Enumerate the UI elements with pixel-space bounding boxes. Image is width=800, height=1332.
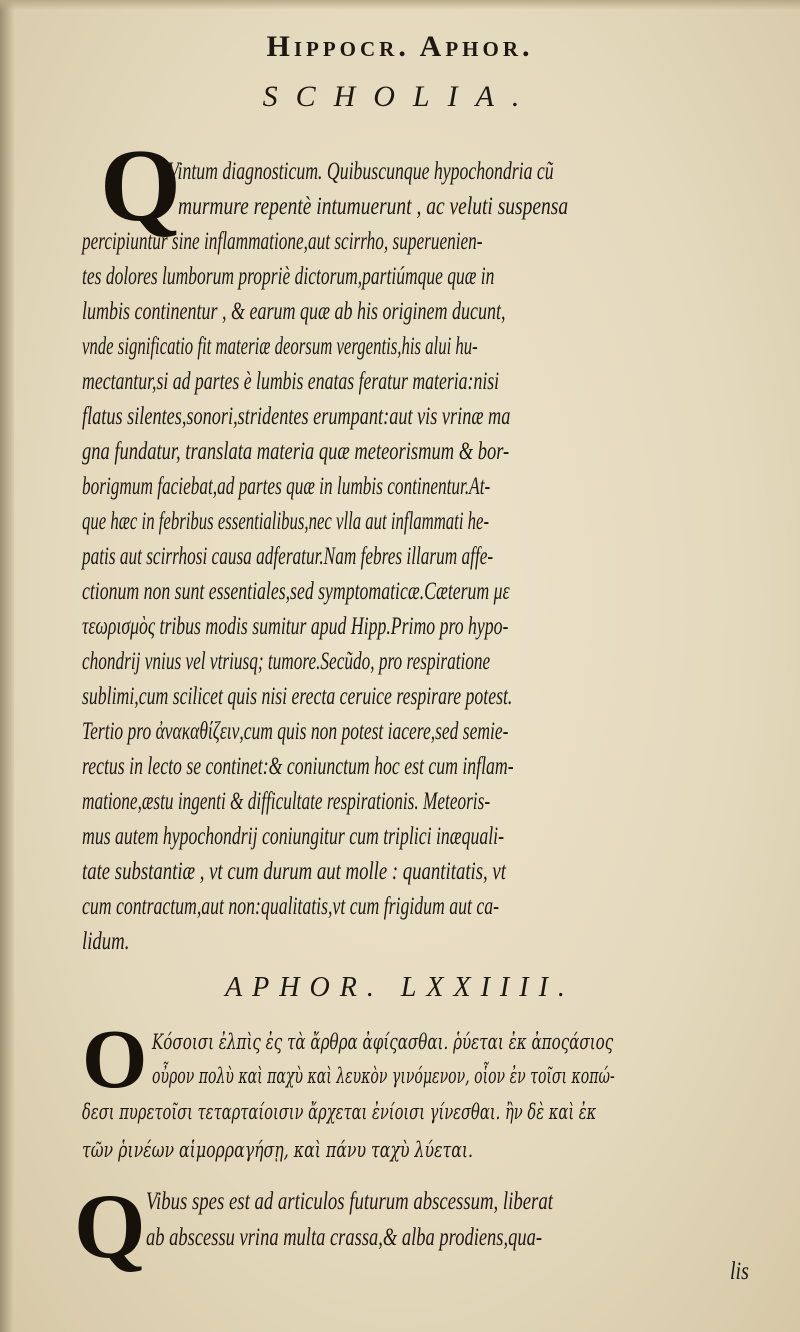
scholia-line: chondrij vnius vel vtriusq; tumore.Secũdo, pro respiratione: [82, 648, 491, 675]
greek-line: δεσι πυρετοῖσι τεταρταίοισιν ἄρχεται ἐνίοισι γίνεσθαι. ἢν δὲ καὶ ἐκ: [82, 1100, 597, 1124]
scholia-line: ctionum non sunt essentiales,sed symptomaticæ.Cæterum με: [82, 578, 510, 605]
page-gutter-shadow: [0, 0, 14, 1332]
latin-line: lis: [730, 1258, 749, 1285]
greek-drop-cap: O: [82, 1013, 148, 1106]
scholia-line: Vintum diagnosticum. Quibuscunque hypochondria cũ: [168, 158, 554, 185]
latin-line: Vibus spes est ad articulos futurum abscessum, liberat: [146, 1188, 553, 1215]
latin-line: ab abscessu vrina multa crassa,& alba prodiens,qua-: [146, 1224, 543, 1251]
greek-line: τῶν ῥινέων αἱμορραγήσῃ, καὶ πάνυ ταχὺ λύεται.: [82, 1138, 474, 1162]
scholia-line: gna fundatur, translata materia quæ meteorismum & bor-: [82, 438, 510, 465]
greek-line: Κόσοισι ἐλπὶς ἐς τὰ ἄρθρα ἀφίςασθαι. ῥύεται ἐκ ἀποςάσιος: [152, 1030, 614, 1054]
scholia-line: lidum.: [82, 928, 130, 955]
scholia-line: sublimi,cum scilicet quis nisi erecta ceruice respirare potest.: [82, 683, 513, 710]
latin-drop-cap: Q: [74, 1175, 146, 1277]
scholia-line: murmure repentè intumuerunt , ac veluti suspensa: [178, 193, 569, 220]
scholia-line: vnde significatio fit materiæ deorsum vergentis,his alui hu-: [82, 333, 478, 360]
scholia-line: tate substantiæ , vt cum durum aut molle : quantitatis, vt: [82, 858, 506, 885]
running-head: Hippocr. Aphor.: [266, 30, 534, 63]
scholia-line: lumbis continentur , & earum quæ ab his originem ducunt,: [82, 298, 506, 325]
scholia-line: τεωρισμὸς tribus modis sumitur apud Hipp.Primo pro hypo-: [82, 613, 509, 640]
scholia-line: percipiuntur sine inflammatione,aut scirrho, superuenien-: [82, 228, 483, 255]
scholia-line: tes dolores lumborum propriè dictorum,partiúmque quæ in: [82, 263, 495, 290]
section-title: SCHOLIA.: [262, 80, 538, 113]
aphorism-heading: APHOR. LXXIIII.: [225, 972, 575, 1003]
scholia-line: Tertio pro ἀνακαθίζειν,cum quis non potest iacere,sed semie-: [82, 718, 509, 745]
scholia-line: matione,æstu ingenti & difficultate respirationis. Meteoris-: [82, 788, 491, 815]
scholia-line: mectantur,si ad partes è lumbis enatas feratur materia:nisi: [82, 368, 500, 395]
greek-line: οὖρον πολὺ καὶ παχὺ καὶ λευκὸν γινόμενον, οἷον ἐν τοῖσι κοπώ-: [152, 1064, 615, 1088]
scholia-drop-cap: Q: [100, 128, 181, 243]
scholia-line: mus autem hypochondrij coniungitur cum triplici inæquali-: [82, 823, 505, 850]
scholia-line: rectus in lecto se continet:& coniunctum hoc est cum inflam-: [82, 753, 514, 780]
page-top-edge: [0, 0, 800, 10]
scholia-line: patis aut scirrhosi causa adferatur.Nam febres illarum affe-: [82, 543, 494, 570]
scholia-line: flatus silentes,sonori,stridentes erumpant:aut vis vrinæ ma: [82, 403, 511, 430]
scholia-line: que hæc in febribus essentialibus,nec vlla aut inflammati he-: [82, 508, 490, 535]
scholia-line: cum contractum,aut non:qualitatis,vt cum frigidum aut ca-: [82, 893, 500, 920]
scholia-line: borigmum faciebat,ad partes quæ in lumbis continentur.At-: [82, 473, 491, 500]
